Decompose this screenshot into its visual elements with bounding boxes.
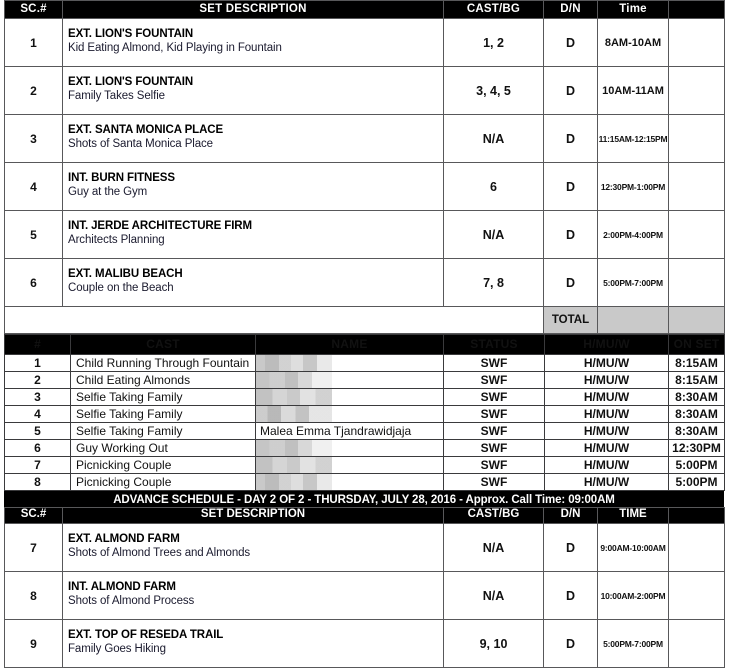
cast-number: 3 [5,389,71,406]
col-header-set-description: SET DESCRIPTION [63,1,444,19]
scene-notes-cell[interactable] [669,259,725,307]
scene-time: 10:00AM-2:00PM [598,572,669,620]
cast-actor-name[interactable] [256,355,444,372]
scene-description-cell [63,259,444,307]
scene-row[interactable] [5,211,725,259]
col-header-extra [669,508,725,524]
scene-set-title: EXT. TOP OF RESEDA TRAIL [68,629,224,642]
scene-time: 8AM-10AM [598,19,669,67]
scene-day-night: D [544,620,598,668]
scene-row[interactable] [5,115,725,163]
col-header-sc-num: SC.# [5,1,63,19]
cast-status: SWF [444,474,545,491]
redaction-block [256,440,332,456]
scene-notes-cell[interactable] [669,572,725,620]
cast-number: 6 [5,440,71,457]
shooting-schedule-table [4,0,725,334]
scene-set-title: EXT. LION'S FOUNTAIN [68,76,194,89]
cast-number: 4 [5,406,71,423]
cast-hmuw-time: H/MU/W [545,423,669,440]
total-value-cell[interactable] [598,307,669,334]
cast-row[interactable] [5,423,725,440]
scene-set-title: EXT. ALMOND FARM [68,533,180,546]
advance-schedule-table [4,507,725,668]
scene-action-text: Family Goes Hiking [68,643,166,655]
cast-actor-name[interactable]: Malea Emma Tjandrawidjaja [256,423,444,440]
scene-cast-ids: 6 [444,163,544,211]
scene-row[interactable] [5,259,725,307]
scene-time: 10AM-11AM [598,67,669,115]
cast-row[interactable] [5,474,725,491]
scene-number: 9 [5,620,63,668]
col-header-cast: CAST [71,335,256,355]
scene-day-night: D [544,67,598,115]
scene-notes-cell[interactable] [669,19,725,67]
cast-status: SWF [444,372,545,389]
scene-action-text: Architects Planning [68,234,165,246]
total-spacer [5,307,544,334]
scene-number: 3 [5,115,63,163]
cast-row[interactable] [5,406,725,423]
scene-description-cell [63,572,444,620]
scene-set-title: INT. BURN FITNESS [68,172,175,185]
cast-number: 2 [5,372,71,389]
cast-role: Selfie Taking Family [71,389,256,406]
scene-day-night: D [544,115,598,163]
col-header-on-set: ON SET [669,335,725,355]
cast-role: Child Eating Almonds [71,372,256,389]
col-header-time: TIME [598,508,669,524]
scene-day-night: D [544,572,598,620]
scene-number: 4 [5,163,63,211]
scene-day-night: D [544,211,598,259]
advance-scene-row[interactable] [5,524,725,572]
cast-on-set-time: 5:00PM [669,457,725,474]
cast-on-set-time: 12:30PM [669,440,725,457]
cast-header-row [5,335,725,355]
cast-actor-name[interactable] [256,406,444,423]
scene-number: 8 [5,572,63,620]
scene-notes-cell[interactable] [669,211,725,259]
total-label: TOTAL [544,307,598,334]
scene-time: 9:00AM-10:00AM [598,524,669,572]
scene-row[interactable] [5,67,725,115]
scene-time: 12:30PM-1:00PM [598,163,669,211]
scene-cast-ids: 3, 4, 5 [444,67,544,115]
col-header-time: Time [598,1,669,19]
advance-schedule-banner: ADVANCE SCHEDULE - DAY 2 OF 2 - THURSDAY, JULY 28, 2016 - Approx. Call Time: 09:00AM [4,491,724,507]
scene-description-cell [63,19,444,67]
scene-day-night: D [544,524,598,572]
scene-cast-ids: 1, 2 [444,19,544,67]
scene-notes-cell[interactable] [669,620,725,668]
cast-status: SWF [444,389,545,406]
redaction-block [256,406,332,422]
scene-action-text: Guy at the Gym [68,186,148,198]
scene-number: 1 [5,19,63,67]
advance-schedule-header [4,491,724,507]
scene-set-title: EXT. MALIBU BEACH [68,268,183,281]
schedule-header-row [5,1,725,19]
scene-description-cell [63,211,444,259]
cast-hmuw-time: H/MU/W [545,406,669,423]
cast-actor-name[interactable] [256,372,444,389]
cast-hmuw-time: H/MU/W [545,389,669,406]
cast-status: SWF [444,406,545,423]
scene-time: 2:00PM-4:00PM [598,211,669,259]
col-header-name: NAME [256,335,444,355]
cast-actor-name[interactable] [256,389,444,406]
cast-role: Child Running Through Fountain [71,355,256,372]
cast-role: Guy Working Out [71,440,256,457]
scene-notes-cell[interactable] [669,115,725,163]
scene-description-cell [63,524,444,572]
cast-status: SWF [444,440,545,457]
scene-cast-ids: N/A [444,572,544,620]
scene-description-cell [63,163,444,211]
scene-day-night: D [544,163,598,211]
advance-header-row [5,508,725,524]
cast-status: SWF [444,457,545,474]
scene-action-text: Shots of Santa Monica Place [68,138,213,150]
scene-action-text: Kid Eating Almond, Kid Playing in Fountain [68,42,282,54]
scene-row[interactable] [5,163,725,211]
scene-time: 11:15AM-12:15PM [598,115,669,163]
scene-set-title: EXT. SANTA MONICA PLACE [68,124,224,137]
advance-scene-row[interactable] [5,620,725,668]
col-header-cast-bg: CAST/BG [444,508,544,524]
col-header-extra [669,1,725,19]
cast-on-set-time: 8:15AM [669,355,725,372]
cast-status: SWF [444,423,545,440]
scene-set-title: INT. ALMOND FARM [68,581,176,594]
cast-row[interactable] [5,389,725,406]
scene-day-night: D [544,19,598,67]
scene-number: 5 [5,211,63,259]
cast-hmuw-time: H/MU/W [545,355,669,372]
col-header-cast-bg: CAST/BG [444,1,544,19]
scene-time: 5:00PM-7:00PM [598,259,669,307]
advance-scene-row[interactable] [5,572,725,620]
col-header-sc-num: SC.# [5,508,63,524]
redaction-block [256,389,332,405]
cast-actor-name[interactable] [256,440,444,457]
redaction-block [256,474,332,490]
cast-on-set-time: 8:30AM [669,423,725,440]
cast-hmuw-time: H/MU/W [545,440,669,457]
cast-status: SWF [444,355,545,372]
cast-role: Picnicking Couple [71,457,256,474]
cast-hmuw-time: H/MU/W [545,372,669,389]
scene-cast-ids: N/A [444,115,544,163]
cast-role: Selfie Taking Family [71,406,256,423]
scene-description-cell [63,115,444,163]
cast-table [4,334,725,491]
cast-row[interactable] [5,372,725,389]
scene-set-title: INT. JERDE ARCHITECTURE FIRM [68,220,252,233]
cast-hmuw-time: H/MU/W [545,457,669,474]
col-header-status: STATUS [444,335,545,355]
scene-set-title: EXT. LION'S FOUNTAIN [68,28,194,41]
col-header-dn: D/N [544,1,598,19]
scene-number: 6 [5,259,63,307]
cast-hmuw-time: H/MU/W [545,474,669,491]
cast-number: 5 [5,423,71,440]
scene-day-night: D [544,259,598,307]
scene-time: 5:00PM-7:00PM [598,620,669,668]
scene-cast-ids: 9, 10 [444,620,544,668]
scene-description-cell [63,620,444,668]
scene-number: 7 [5,524,63,572]
cast-row[interactable] [5,440,725,457]
scene-description-cell [63,67,444,115]
col-header-cast-num: # [5,335,71,355]
cast-actor-name[interactable] [256,474,444,491]
scene-notes-cell[interactable] [669,67,725,115]
cast-on-set-time: 8:30AM [669,389,725,406]
cast-on-set-time: 5:00PM [669,474,725,491]
scene-cast-ids: N/A [444,524,544,572]
total-extra-cell[interactable] [669,307,725,334]
cast-on-set-time: 8:30AM [669,406,725,423]
col-header-dn: D/N [544,508,598,524]
scene-cast-ids: N/A [444,211,544,259]
col-header-hmuw: H/MU/W [545,335,669,355]
cast-on-set-time: 8:15AM [669,372,725,389]
cast-role: Selfie Taking Family [71,423,256,440]
col-header-set-description: SET DESCRIPTION [63,508,444,524]
scene-row[interactable] [5,19,725,67]
redaction-block [256,355,332,371]
cast-number: 1 [5,355,71,372]
cast-row[interactable] [5,457,725,474]
cast-role: Picnicking Couple [71,474,256,491]
scene-action-text: Couple on the Beach [68,282,174,294]
scene-action-text: Shots of Almond Trees and Almonds [68,547,251,559]
redaction-block [256,372,332,388]
scene-number: 2 [5,67,63,115]
cast-number: 7 [5,457,71,474]
scene-cast-ids: 7, 8 [444,259,544,307]
scene-action-text: Family Takes Selfie [68,90,165,102]
scene-notes-cell[interactable] [669,524,725,572]
redaction-block [256,457,332,473]
scene-notes-cell[interactable] [669,163,725,211]
total-row [5,307,725,334]
scene-action-text: Shots of Almond Process [68,595,195,607]
cast-number: 8 [5,474,71,491]
cast-actor-name[interactable] [256,457,444,474]
cast-row[interactable] [5,355,725,372]
